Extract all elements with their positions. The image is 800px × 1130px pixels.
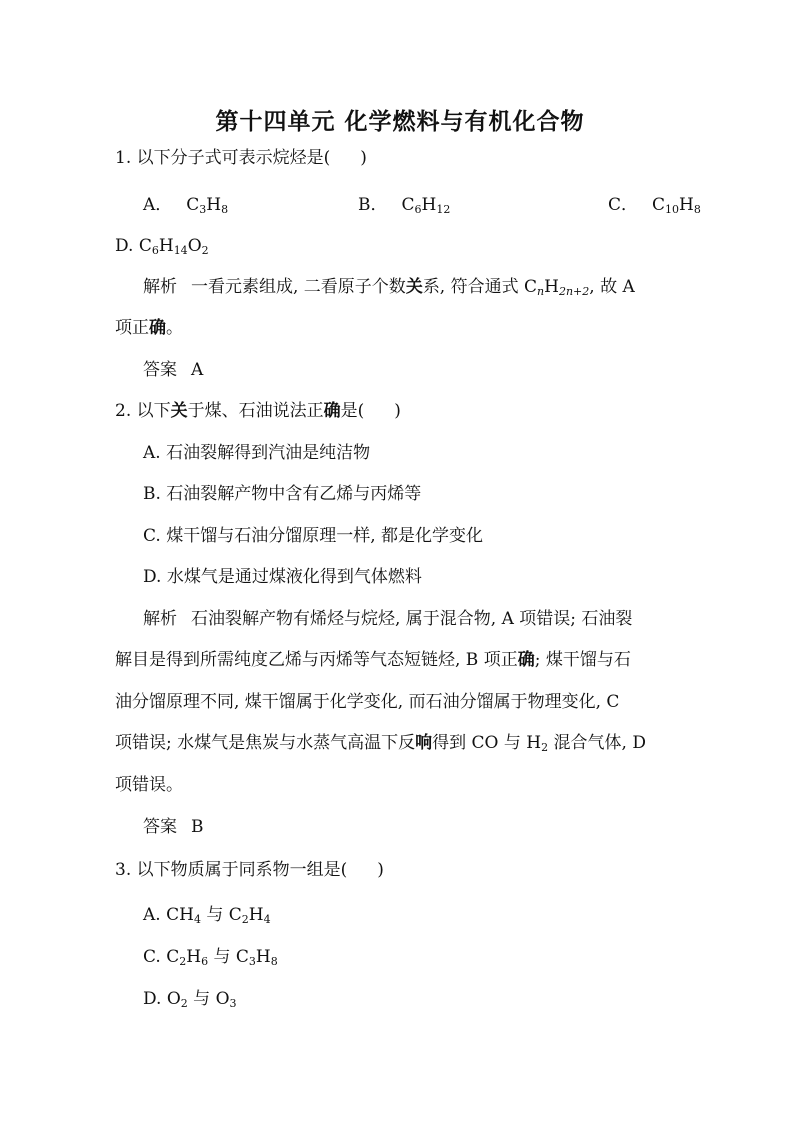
question-2-option-c: C. 煤干馏与石油分馏原理一样, 都是化学变化	[143, 526, 484, 546]
question-2-stem: 2. 以下关于煤、石油说法正确是( )	[115, 401, 401, 421]
question-2-explanation-line-2: 解目是得到所需纯度乙烯与丙烯等气态短链烃, B 项正确; 煤干馏与石	[115, 650, 631, 670]
question-2-explanation-line-4: 项错误; 水煤气是焦炭与水蒸气高温下反响得到 CO 与 $H_2$ 混合气体, D	[115, 733, 646, 754]
question-1-answer: 答案 A	[143, 360, 204, 380]
question-3-stem: 3. 以下物质属于同系物一组是( )	[115, 860, 384, 880]
question-2-explanation-line-3: 油分馏原理不同, 煤干馏属于化学变化, 而石油分馏属于物理变化, C	[115, 692, 620, 712]
question-3-option-a: A. $CH_4$ 与 $C_2H_4$	[143, 905, 271, 926]
question-1-explanation-line-1: 解析 一看元素组成, 二看原子个数关系, 符合通式 $C_nH_{2n+2}$, 故 A	[143, 277, 635, 298]
question-1-option-d: D. $C_6H_{14}O_2$	[115, 236, 209, 257]
question-2-option-d: D. 水煤气是通过煤液化得到气体燃料	[143, 567, 422, 587]
question-1-explanation-line-2: 项正确。	[115, 318, 183, 338]
question-2-option-b: B. 石油裂解产物中含有乙烯与丙烯等	[143, 484, 422, 504]
question-2-explanation-line-1: 解析 石油裂解产物有烯烃与烷烃, 属于混合物, A 项错误; 石油裂	[143, 609, 633, 629]
question-1-option-b: B． $C_6H_{12}$	[358, 195, 451, 216]
question-1-stem: 1. 以下分子式可表示烷烃是( )	[115, 148, 367, 168]
question-2-explanation-line-5: 项错误。	[115, 775, 183, 795]
question-2-answer: 答案 B	[143, 817, 204, 837]
page-title: 第十四单元 化学燃料与有机化合物	[215, 109, 585, 135]
question-3-option-d: D. $O_2$ 与 $O_3$	[143, 989, 237, 1010]
question-3-option-c: C. $C_2H_6$ 与 $C_3H_8$	[143, 947, 278, 968]
question-1-option-a: A． $C_3H_8$	[143, 195, 229, 216]
question-1-option-c: C． $C_{10}H_8$	[608, 195, 701, 216]
question-2-option-a: A. 石油裂解得到汽油是纯洁物	[143, 443, 371, 463]
